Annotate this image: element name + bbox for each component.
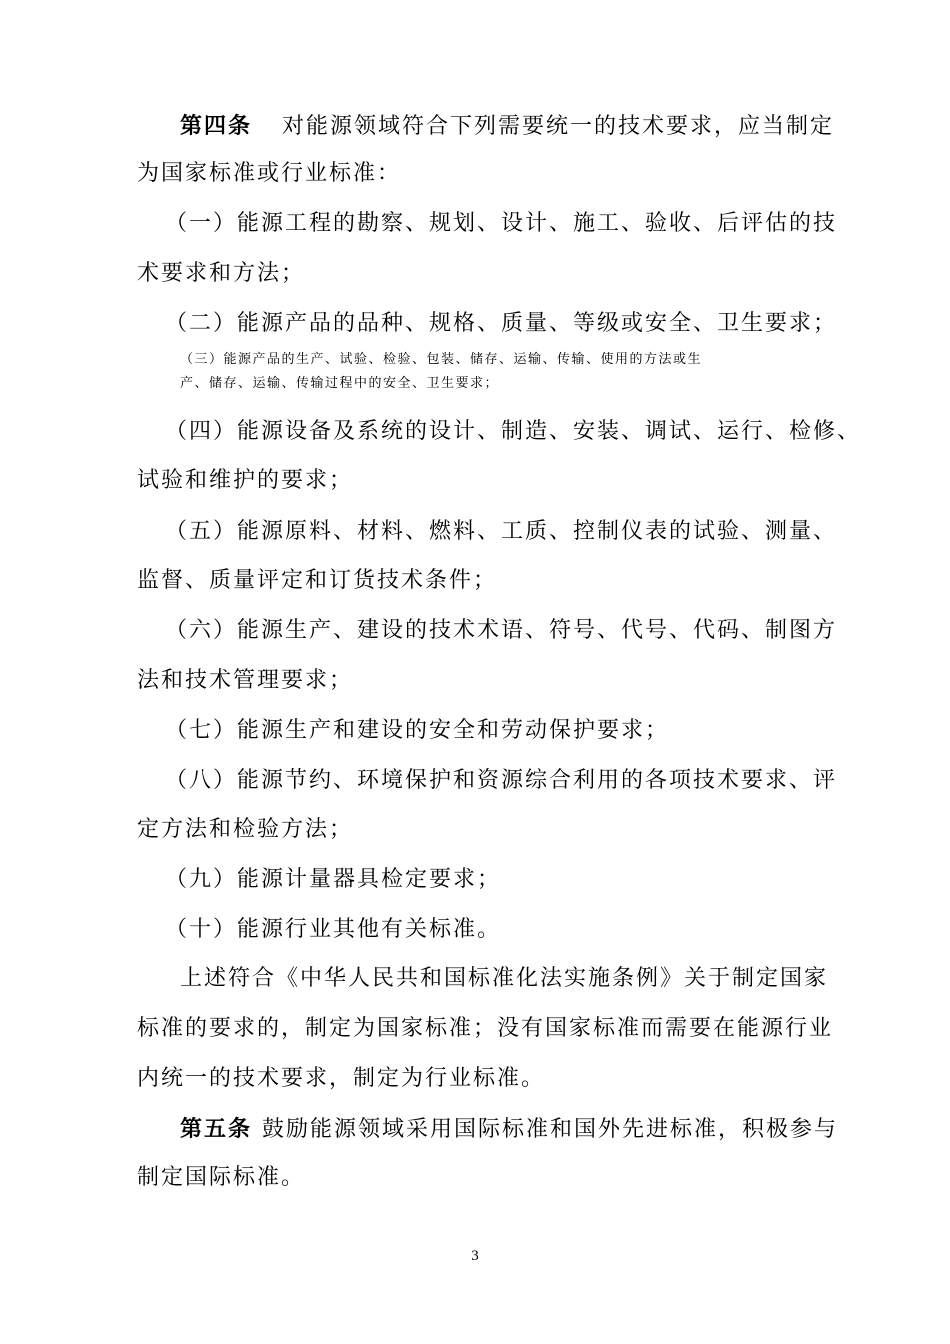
item-3-line-1: （三）能源产品的生产、试验、检验、包装、储存、运输、传输、使用的方法或生	[180, 352, 703, 367]
article-4-first-line	[180, 113, 834, 140]
summary-line-1: 上述符合《中华人民共和国标准化法实施条例》关于制定国家	[180, 966, 829, 991]
item-6-line-1: （六）能源生产、建设的技术术语、符号、代号、代码、制图方	[165, 618, 838, 643]
item-3-line-2: 产、储存、运输、传输过程中的安全、卫生要求；	[180, 376, 500, 391]
article-4-intro-1: 对能源领域符合下列需要统一的技术要求，应当制定	[282, 114, 835, 139]
article-5-line-2: 制定国际标准。	[137, 1165, 306, 1190]
article-5-line-1: 鼓励能源领域采用国际标准和国外先进标准，积极参与	[262, 1117, 839, 1142]
item-5-line-2: 监督、质量评定和订货技术条件；	[137, 568, 498, 593]
item-5-line-1: （五）能源原料、材料、燃料、工质、控制仪表的试验、测量、	[165, 519, 838, 544]
item-8-line-1: （八）能源节约、环境保护和资源综合利用的各项技术要求、评	[165, 768, 838, 793]
item-9: （九）能源计量器具检定要求；	[165, 867, 502, 892]
article-5-first-line	[180, 1116, 838, 1143]
item-4-line-1: （四）能源设备及系统的设计、制造、安装、调试、运行、检修、	[165, 419, 862, 444]
item-1-line-1: （一）能源工程的勘察、规划、设计、施工、验收、后评估的技	[165, 211, 838, 236]
article-5-heading: 第五条	[180, 1116, 253, 1142]
item-7: （七）能源生产和建设的安全和劳动保护要求；	[165, 718, 670, 743]
summary-line-2: 标准的要求的，制定为国家标准；没有国家标准而需要在能源行业	[137, 1016, 834, 1041]
item-4-line-2: 试验和维护的要求；	[137, 468, 354, 493]
page-number: 3	[471, 1248, 479, 1264]
item-10: （十）能源行业其他有关标准。	[165, 917, 502, 942]
item-1-line-2: 术要求和方法；	[137, 261, 306, 286]
item-6-line-2: 法和技术管理要求；	[137, 668, 354, 693]
summary-line-3: 内统一的技术要求，制定为行业标准。	[137, 1066, 546, 1091]
article-4-heading: 第四条	[180, 113, 253, 139]
article-4-intro-2: 为国家标准或行业标准：	[137, 161, 402, 186]
item-2: （二）能源产品的品种、规格、质量、等级或安全、卫生要求；	[165, 311, 838, 336]
item-8-line-2: 定方法和检验方法；	[137, 817, 354, 842]
